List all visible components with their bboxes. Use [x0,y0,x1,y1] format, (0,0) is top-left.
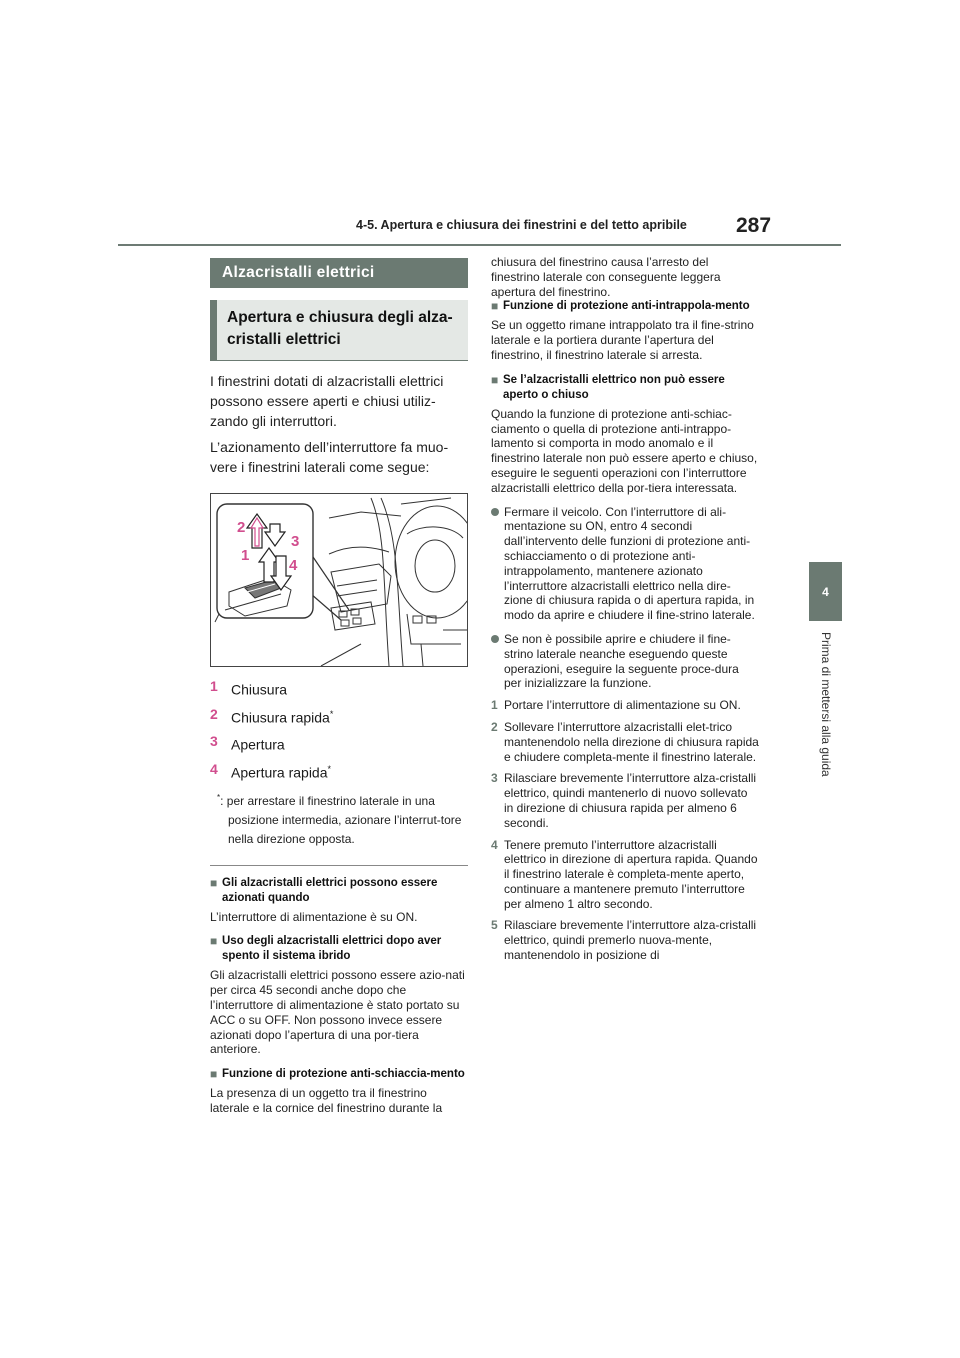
procedure-step [491,771,759,830]
sub-heading: Apertura e chiusura degli alza-cristalli elettrici [210,300,468,360]
info-section [491,373,759,496]
illustration-drawing [211,494,467,666]
bullet-text: Fermare il veicolo. Con l’interruttore di ali-mentazione su ON, entro 4 secondi dall’intervento delle funzioni di protezione anti-schiacciamento o di protezione anti-intrappolamento, mantenere azionato l’interruttore alzacristalli elettrico nella dire-zione di chiusura rapida o di apertura rapida, in modo da aprire e chiudere il fine-strino laterale. [504,504,755,623]
legend-text: Chiusura rapida [231,709,330,726]
procedure-steps [491,698,759,963]
right-info-sections [491,299,759,495]
step-number: 2 [491,719,498,734]
info-section [210,876,468,925]
left-column [210,258,468,1116]
right-column [491,255,759,963]
main-heading: Alzacristalli elettrici [210,258,468,288]
square-bullet-icon: ■ [210,875,218,890]
sub-heading-rule [210,360,468,361]
square-bullet-icon: ■ [491,299,499,314]
callout-number: 4 [289,557,298,574]
legend-asterisk: * [329,708,334,719]
intro-paragraph: I finestrini dotati di alzacristalli elettrici possono essere aperti e chiusi utiliz-zando gli interruttori. [210,373,444,429]
footnote [210,788,468,849]
legend-number: 4 [210,760,218,777]
footnote-marker: * [217,792,221,802]
step-text: Rilasciare brevemente l’interruttore alza-cristalli elettrico, quindi premerlo nuova-mente, mantenendolo in posizione di [504,918,757,963]
bullet-list [491,505,759,692]
legend-label [231,760,331,782]
step-text: Sollevare l’interruttore alzacristalli elet-trico mantenendolo nella direzione di chiusura rapida e chiudere completa-mente il finestrino laterale. [504,719,759,764]
step-number: 3 [491,771,498,786]
circle-bullet-icon [491,505,504,518]
info-section-title-text: Gli alzacristalli elettrici possono essere azionati quando [222,876,438,904]
square-bullet-icon: ■ [210,934,218,949]
legend-item [210,732,468,754]
bullet-text: Se non è possibile aprire e chiudere il fine-strino laterale neanche eseguendo queste operazioni, eseguire la seguente proce-dura per inizializzare la funzione. [504,631,739,691]
callout-number: 2 [237,519,246,536]
info-section [491,299,759,362]
legend-text: Apertura [231,736,285,753]
legend-number: 3 [210,733,218,750]
info-section-title [210,1067,468,1082]
step-text: Rilasciare brevemente l’interruttore alza-cristalli elettrico, quindi mantenerlo di nuovo sollevato in direzione di chiusura rapida per almeno 6 secondi. [504,771,757,830]
step-text: Portare l’interruttore di alimentazione su ON. [504,698,741,713]
info-section-title-text: Funzione di protezione anti-schiaccia-mento [222,1068,465,1081]
legend-label [231,677,287,699]
info-section [210,934,468,1057]
info-section-title-text: Se l’alzacristalli elettrico non può essere aperto o chiuso [503,373,725,401]
footnote-text: : per arrestare il finestrino laterale in una posizione intermedia, azionare l’interrut-tore nella direzione opposta. [220,793,462,846]
legend-item [210,705,468,727]
step-number: 4 [491,837,498,852]
procedure-step [491,838,759,912]
legend-item [210,760,468,782]
bullet-item [491,505,759,623]
info-section-body: Gli alzacristalli elettrici possono essere azio-nati per circa 45 secondi anche dopo che l’interruttore di alimentazione è stato portato su ACC o su OFF. Non possono invece essere azionati dopo l’apertura di una por-tiera anteriore. [210,968,465,1057]
legend-label [231,732,285,754]
procedure-step [491,720,759,764]
info-section-body: Se un oggetto rimane intrappolato tra il fine-strino laterale e la portiera durante l’apertura del finestrino, il finestrino laterale si arresta. [491,318,754,362]
chapter-label: Prima di mettersi alla guida [818,632,833,777]
info-section-body: Quando la funzione di protezione anti-schiac-ciamento o quella di protezione anti-intrappo-lamento si comporta in modo anomalo e il finestrino laterale non può essere aperto e chiuso, eseguire le seguenti operazioni con l’interruttore alzacristalli elettrico della por-tiera interessata. [491,406,758,495]
info-section-title [210,876,468,906]
intro-text [210,371,468,477]
square-bullet-icon: ■ [210,1067,218,1082]
square-bullet-icon: ■ [491,372,499,387]
procedure-step [491,698,759,713]
procedure-step [491,918,759,962]
header-rule [118,244,841,246]
circle-bullet-icon [491,632,504,645]
section-title: 4-5. Apertura e chiusura dei finestrini e del tetto apribile [356,218,687,232]
chapter-number: 4 [822,584,829,599]
continued-text: chiusura del finestrino causa l’arresto del finestrino laterale con conseguente leggera apertura del finestrino. [491,255,721,299]
chapter-tab [809,562,842,621]
info-section-title [491,299,759,314]
info-section-body: L’interruttore di alimentazione è su ON. [210,909,418,924]
step-number: 1 [491,698,498,713]
step-text: Tenere premuto l’interruttore alzacristalli elettrico in direzione di apertura rapida. Quando il finestrino laterale è completa-mente aperto, continuare a mantenere premuto l’interruttore per almeno 1 altro secondo. [504,837,758,911]
info-section [210,1067,468,1116]
chapter-side-rail [809,632,842,792]
info-section-title-text: Uso degli alzacristalli elettrici dopo aver spento il sistema ibrido [222,935,442,963]
step-number: 5 [491,918,498,933]
page-number: 287 [736,214,772,237]
legend-item [210,677,468,699]
legend-number: 2 [210,705,218,722]
legend-text: Chiusura [231,681,288,698]
left-info-sections [210,876,468,1116]
legend-asterisk: * [327,763,332,774]
bullet-item [491,632,759,691]
section-divider [210,865,468,866]
legend-number: 1 [210,678,218,694]
callout-number: 3 [291,533,300,550]
legend-text: Apertura rapida [231,764,328,781]
info-section-title [491,373,759,403]
callout-number: 1 [241,547,250,564]
info-section-title [210,934,468,964]
callout-legend [210,677,468,782]
intro-paragraph: L’azionamento dell’interruttore fa muo-vere i finestrini laterali come segue: [210,439,449,475]
legend-label [231,705,333,727]
info-section-body: La presenza di un oggetto tra il finestrino laterale e la cornice del finestrino durante la [210,1086,443,1115]
info-section-title-text: Funzione di protezione anti-intrappola-mento [503,300,750,313]
window-switch-illustration [210,493,468,667]
